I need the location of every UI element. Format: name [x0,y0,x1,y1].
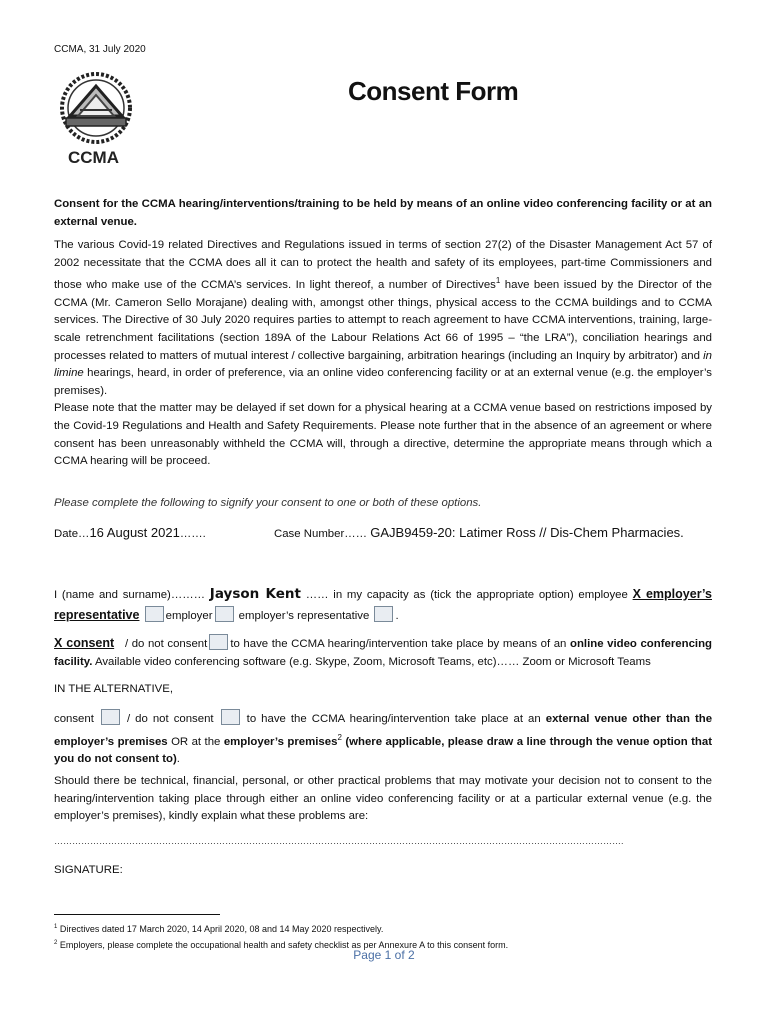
alternative-heading: IN THE ALTERNATIVE, [54,683,173,695]
date-value[interactable]: 16 August 2021 [89,525,180,540]
problems-text: Should there be technical, financial, personal, or other practical problems that may motivate your decision not to consent to the hearing/intervention taking place through either an online video conferencing facility or at a particular external venue (e.g. the employer’s premises), kindly explain what these problems are: [54,775,712,823]
employers-rep-checkbox-2[interactable] [374,606,393,622]
employer-checkbox[interactable] [145,606,164,622]
online-consent-block: X consent / do not consent to have the CCMA hearing/intervention take place by means of an online video conferencing facility. Available video conferencing software (e.g. Skype, Zoom, Microsoft Teams, etc)…… Zoom or Microsoft Teams [54,636,712,668]
case-number-value[interactable]: GAJB9459-20: Latimer Ross // Dis-Chem Pharmacies. [370,525,684,540]
date-field[interactable]: Date…16 August 2021……. [54,525,206,540]
consent-heading: Consent for the CCMA hearing/interventions/training to be held by means of an online video conferencing facility or at an external venue. [54,198,712,228]
software-value[interactable]: Zoom or Microsoft Teams [522,655,651,668]
employers-rep-checkbox[interactable] [215,606,234,622]
signature-label: SIGNATURE: [54,864,123,876]
footnote-divider [54,914,220,915]
footnote-ref-2: 2 [337,732,342,742]
venue-consent-checkbox[interactable] [101,709,120,725]
alternative-consent-block: consent / do not consent to have the CCMA hearing/intervention take place at an external venue other than the employer’s premises OR at the employer’s premises$^2$ (where applicable, please draw a line through the venue option that you do not consent to). [54,709,712,769]
online-consent-value[interactable]: X consent [54,636,115,650]
intro-paragraph-2: Please note that the matter may be delayed if set down for a physical hearing at a CCMA venue based on restrictions imposed by the Covid-19 Regulations and Health and Safety Requirements. Please note further that in the absence of an agreement or where consent has been unreasonably withheld the CCMA will, through a directive, determine the appropriate means through which a CCMA hearing will be proceed. [54,402,712,468]
page-title: Consent Form [348,76,519,106]
intro-section [54,196,712,471]
footnote-2: $^2$ Employers, please complete the occupational health and safety checklist as per Annexure A to this consent form. [54,940,509,950]
ccma-logo [56,70,136,170]
name-value[interactable]: Jayson Kent [209,586,301,602]
page-number: Page 1 of 2 [353,948,415,962]
instructions-text: Please complete the following to signify your consent to one or both of these options. [54,497,482,509]
case-number-field[interactable]: Case Number…… GAJB9459-20: Latimer Ross // Dis-Chem Pharmacies. [274,525,684,540]
name-capacity-block: I (name and surname)……… Jayson Kent …… in my capacity as (tick the appropriate option) employee X employer’s representative employer employer’s representative . [54,586,712,622]
header-date: CCMA, 31 July 2020 [54,44,146,55]
capacity-value[interactable]: X employer’s representative [54,587,712,622]
intro-paragraph-1: The various Covid-19 related Directives and Regulations issued in terms of section 27(2) of the Disaster Management Act 57 of 2002 necessitate that the CCMA does all it can to protect the health and safety of its employees, part-time Commissioners and those who make use of the CCMA’s services. In light thereof, a number of Directives$^1$ have been issued by the Director of the CCMA (Mr. Cameron Sello Morajane) dealing with, amongst other things, physical access to the CCMA buildings and to CCMA services. The Directive of 30 July 2020 requires parties to attempt to reach agreement to have CCMA interventions, training, large-scale retrenchment facilitations (section 189A of the Labour Relations Act 66 of 1995 – “the LRA”), conciliation hearings and processes related to matters of mutual interest / collective bargaining, arbitration hearings (including an Inquiry by arbitrator) and in limine hearings, heard, in order of preference, via an online video conferencing facility or at an external venue (e.g. the employer’s premises). [54,239,713,397]
footnote-1: $^1$ Directives dated 17 March 2020, 14 April 2020, 08 and 14 May 2020 respectively. [54,924,384,934]
online-not-consent-checkbox[interactable] [209,634,228,650]
problems-answer-line[interactable]: ………………………………………………………………………………………………………………………………………………………………………. [54,836,624,846]
venue-not-consent-checkbox[interactable] [221,709,240,725]
logo-text: CCMA [68,148,119,167]
footnote-ref-1: 1 [495,276,501,286]
